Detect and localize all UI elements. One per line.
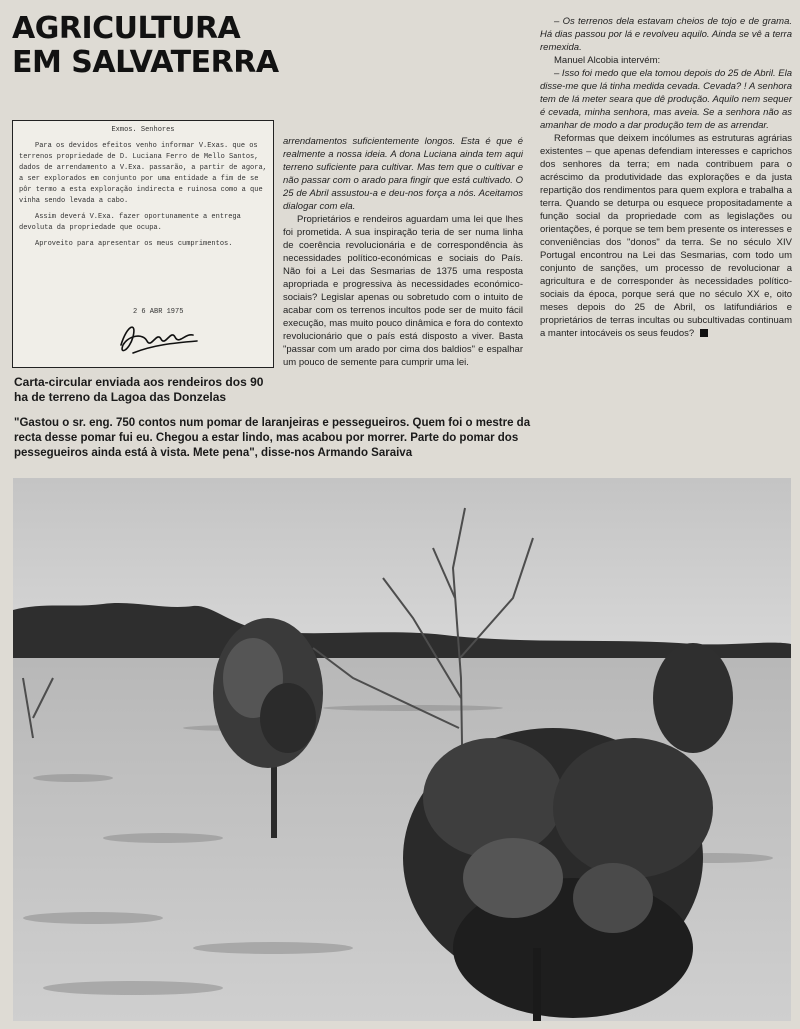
column-3-paragraph-4 [540, 132, 792, 340]
article-title [12, 12, 292, 80]
letter-greeting: Exmos. Senhores [111, 126, 175, 134]
letter-paragraph-1: Para os devidos efeitos venho informar V.Exas. que os terrenos propriedade de D. Luciana Ferro de Mello Santos, dados de arrendamento a V.Exa. passarão, a partir de agora, a ser explorados em conjunto por uma entidade a fim de se pôr termo a esta exploração indirecta e ruinosa como a que vinha sendo levada a cabo. [19, 142, 267, 205]
column-2-paragraph-1: arrendamentos suficientemente longos. Esta é que é realmente a nossa ideia. A dona Luciana ainda tem aqui terreno suficiente para cultivar. Mas tem que o cultivar e não passar com o arado para fingir que está cultivado. O 25 de Abril assustou-a e deu-nos força a nós. Aceitamos dialogar com ela. [283, 136, 523, 212]
circular-letter-image [12, 120, 274, 368]
letter-caption: Carta-circular enviada aos rendeiros dos 90 ha de terreno da Lagoa das Donzelas [14, 375, 264, 404]
orchard-photo [13, 478, 791, 1021]
column-2-paragraph-2: Proprietários e rendeiros aguardam uma lei que lhes foi prometida. A sua inspiração teria de ser numa linha de coerência revolucionária e de correspondência às necessidades político-económicas e sociais do País. Não foi a Lei das Sesmarias de 1375 uma resposta apropriada e progressiva às necessidades económico-sociais? Legislar apenas ou sobretudo com o intuito de acabar com os terrenos incultos pode ser de muito fácil execução, mas muito pouco dinâmica e fora do contexto revolucionário que o país está disposto a viver. Basta "passar com um arado por cima dos baldios" e espalhar um pouco de semente para cumprir uma lei. [283, 214, 523, 368]
pull-quote: "Gastou o sr. eng. 750 contos num pomar de laranjeiras e pessegueiros. Quem foi o mestre da recta desse pomar fui eu. Chegou a estar lindo, mas acabou por morrer. Parte do pomar dos pessegueiros ainda está à vista. Mete pena", disse-nos Armando Saraiva [14, 417, 531, 459]
column-3-paragraph-4-text: Reformas que deixem incólumes as estruturas agrárias existentes – que apenas defendiam interesses e caprichos dos senhores da terra; em nada contribuem para o acréscimo da produtividade das explorações e da justa repartição dos rendimentos para quem explora e trabalha a terra. Quando se deturpa ou esquece propositadamente a função social da propriedade com as legislações ou orientações, é porque se tem bem presente os interesses e conveniências dos "donos" da terra. Se no século XIV Portugal encontrou na Lei das Sesmarias, com todo um conjunto de sanções, um processo de revolucionar a agricultura e de corresponder às necessidades político-sociais da época, porque será que no século XX e, oito meses depois do 25 de Abril, os latifundiários e proprietários de terras incultas ou subcultivadas continuam a manter intocáveis os seus feudos? [540, 133, 792, 339]
title-line-2: EM SALVATERRA [12, 45, 279, 80]
orchard-photo-illustration [13, 478, 791, 1021]
article-column-3 [540, 15, 792, 340]
article-column-2 [283, 135, 523, 369]
column-3-paragraph-2: Manuel Alcobia intervém: [554, 55, 661, 66]
letter-paragraph-2: Assim deverá V.Exa. fazer oportunamente a entrega devoluta da propriedade que ocupa. [19, 213, 241, 232]
letter-paragraph-3: Aproveito para apresentar os meus cumprimentos. [35, 240, 233, 248]
signature-icon [113, 315, 203, 360]
title-line-1: AGRICULTURA [12, 11, 241, 46]
column-3-paragraph-1: – Os terrenos dela estavam cheios de tojo e de grama. Há dias passou por lá e revolveu aquilo. Ainda se vê a terra remexida. [540, 16, 792, 53]
letter-date: 2 6 ABR 1975 [133, 308, 184, 316]
end-of-article-mark [700, 329, 708, 337]
column-3-paragraph-3: – Isso foi medo que ela tomou depois do 25 de Abril. Ela disse-me que lá tinha medida cevada. Cevada? ! A senhora tem de lá meter seara que dê produção. Aquilo nem sequer é cevada, minha senhora, mas aveia. Se a senhora não as amanhar de modo a dar produção tem de as arrendar. [540, 68, 792, 131]
